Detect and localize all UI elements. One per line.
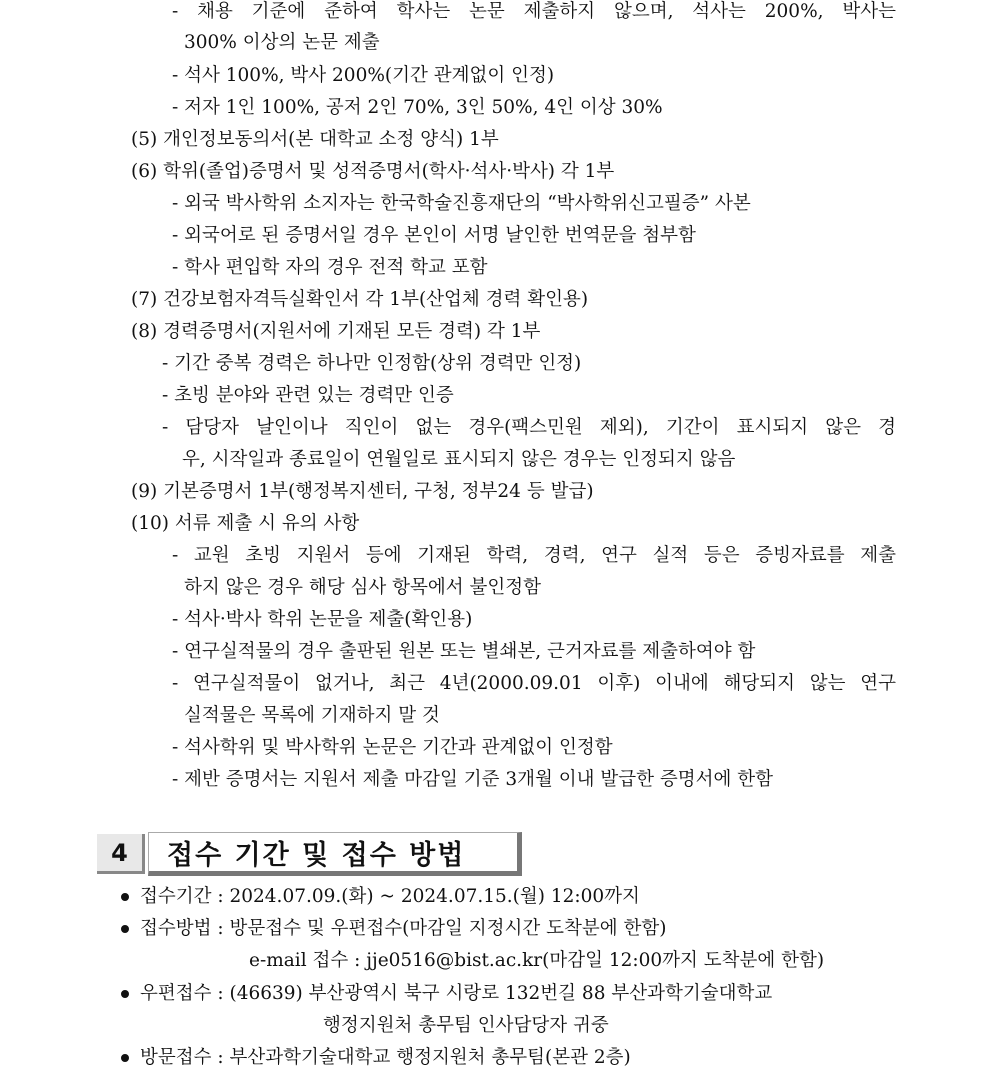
doc-line: - 석사·박사 학위 논문을 제출(확인용) [172, 609, 473, 630]
doc-item-heading: (8) 경력증명서(지원서에 기재된 모든 경력) 각 1부 [131, 321, 541, 342]
reception-line: 접수기간 : 2024.07.09.(화) ~ 2024.07.15.(월) 12:00까지 [140, 886, 640, 907]
doc-line: - 석사 100%, 박사 200%(기간 관계없이 인정) [172, 65, 555, 86]
doc-item-heading: (10) 서류 제출 시 유의 사항 [131, 513, 360, 534]
doc-line: 300% 이상의 논문 제출 [184, 32, 380, 53]
doc-line: 실적물은 목록에 기재하지 말 것 [184, 705, 440, 726]
bullet-icon [121, 925, 129, 933]
doc-line: 우, 시작일과 종료일이 연월일로 표시되지 않은 경우는 인정되지 않음 [182, 449, 736, 470]
reception-line: e-mail 접수 : jje0516@bist.ac.kr(마감일 12:00까지 도착분에 한함) [249, 950, 825, 971]
doc-item-heading: (9) 기본증명서 1부(행정복지센터, 구청, 정부24 등 발급) [131, 481, 594, 502]
doc-line: - 학사 편입학 자의 경우 전적 학교 포함 [172, 257, 488, 278]
reception-line: 행정지원처 총무팀 인사담당자 귀중 [323, 1015, 609, 1036]
bullet-icon [121, 990, 129, 998]
doc-line: - 교원 초빙 지원서 등에 기재된 학력, 경력, 연구 실적 등은 증빙자료를 제출 [172, 545, 896, 566]
bullet-icon [121, 1054, 129, 1062]
doc-item-heading: (7) 건강보험자격득실확인서 각 1부(산업체 경력 확인용) [131, 289, 589, 310]
doc-line: - 외국 박사학위 소지자는 한국학술진흥재단의 “박사학위신고필증” 사본 [172, 193, 751, 214]
doc-line: - 초빙 분야와 관련 있는 경력만 인증 [162, 385, 454, 406]
section-number-box: 4 [97, 834, 145, 874]
reception-line: 접수방법 : 방문접수 및 우편접수(마감일 지정시간 도착분에 한함) [140, 918, 667, 939]
doc-line: - 석사학위 및 박사학위 논문은 기간과 관계없이 인정함 [172, 737, 613, 758]
section-title: 접수 기간 및 접수 방법 [148, 832, 522, 876]
doc-line: - 외국어로 된 증명서일 경우 본인이 서명 날인한 번역문을 첨부함 [172, 225, 696, 246]
bullet-icon [121, 893, 129, 901]
doc-line: - 채용 기준에 준하여 학사는 논문 제출하지 않으며, 석사는 200%, 박사는 [172, 1, 896, 22]
doc-line: 하지 않은 경우 해당 심사 항목에서 불인정함 [184, 577, 541, 598]
reception-line: 우편접수 : (46639) 부산광역시 북구 시랑로 132번길 88 부산과학기술대학교 [140, 983, 773, 1004]
doc-item-heading: (5) 개인정보동의서(본 대학교 소정 양식) 1부 [131, 129, 499, 150]
doc-line: - 담당자 날인이나 직인이 없는 경우(팩스민원 제외), 기간이 표시되지 않은 경 [162, 417, 896, 438]
doc-line: - 제반 증명서는 지원서 제출 마감일 기준 3개월 이내 발급한 증명서에 한함 [172, 769, 773, 790]
doc-line: - 저자 1인 100%, 공저 2인 70%, 3인 50%, 4인 이상 30% [172, 97, 663, 118]
doc-line: - 연구실적물이 없거나, 최근 4년(2000.09.01 이후) 이내에 해당되지 않는 연구 [172, 673, 896, 694]
reception-line: 방문접수 : 부산과학기술대학교 행정지원처 총무팀(본관 2층) [140, 1047, 631, 1068]
doc-line: - 기간 중복 경력은 하나만 인정함(상위 경력만 인정) [162, 353, 582, 374]
doc-line: - 연구실적물의 경우 출판된 원본 또는 별쇄본, 근거자료를 제출하여야 함 [172, 641, 756, 662]
doc-item-heading: (6) 학위(졸업)증명서 및 성적증명서(학사·석사·박사) 각 1부 [131, 161, 615, 182]
